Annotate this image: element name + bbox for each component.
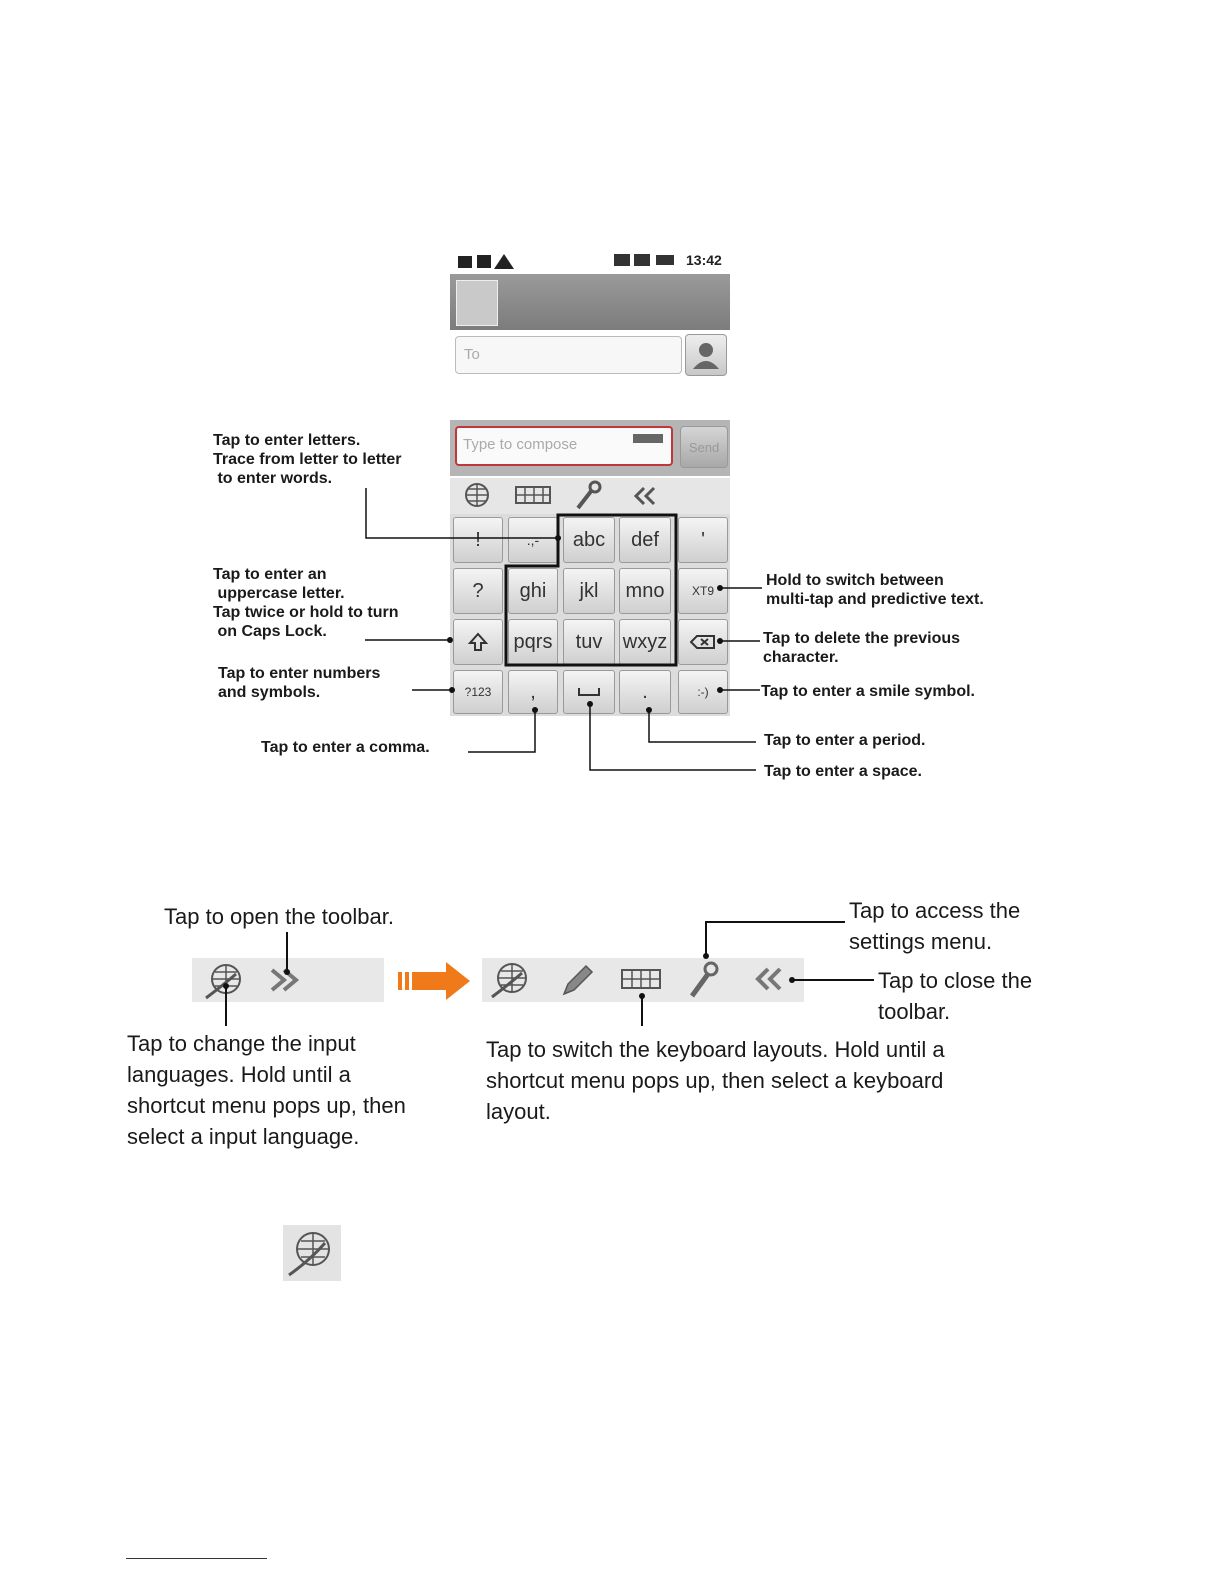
callout-delete: Tap to delete the previous character. bbox=[763, 630, 961, 666]
callout-settings: Tap to access the settings menu. bbox=[849, 898, 1021, 954]
key-abc[interactable]: abc bbox=[563, 517, 615, 563]
key-jkl[interactable]: jkl bbox=[563, 568, 615, 614]
key-ghi[interactable]: ghi bbox=[508, 568, 558, 614]
key-period[interactable]: . bbox=[619, 670, 671, 714]
key-apostrophe[interactable]: ' bbox=[678, 517, 728, 563]
key-smiley[interactable]: :-) bbox=[678, 670, 728, 714]
callout-close-toolbar: Tap to close the toolbar. bbox=[878, 968, 1033, 1024]
key-exclaim[interactable]: ! bbox=[453, 517, 503, 563]
footnote-rule bbox=[126, 1558, 267, 1559]
callout-comma: Tap to enter a comma. bbox=[261, 739, 430, 756]
key-question[interactable]: ? bbox=[453, 568, 503, 614]
send-label: Send bbox=[688, 439, 720, 455]
callout-open-toolbar: Tap to open the toolbar. bbox=[164, 904, 394, 929]
status-time: 13:42 bbox=[686, 252, 722, 268]
key-def[interactable]: def bbox=[619, 517, 671, 563]
key-pqrs[interactable]: pqrs bbox=[508, 619, 558, 665]
callout-languages: Tap to change the input languages. Hold until a shortcut menu pops up, then select a input language. bbox=[127, 1031, 406, 1149]
callout-uppercase: Tap to enter an uppercase letter. Tap twice or hold to turn on Caps Lock. bbox=[213, 566, 399, 640]
callout-smile: Tap to enter a smile symbol. bbox=[761, 683, 975, 700]
callout-letters: Tap to enter letters. Trace from letter to letter to enter words. bbox=[213, 432, 402, 487]
callout-layouts: Tap to switch the keyboard layouts. Hold until a shortcut menu pops up, then select a keyboard layout. bbox=[486, 1037, 945, 1124]
key-mno[interactable]: mno bbox=[619, 568, 671, 614]
to-placeholder: To bbox=[464, 346, 480, 363]
globe-icon-standalone bbox=[283, 1225, 341, 1281]
key-wxyz[interactable]: wxyz bbox=[619, 619, 671, 665]
callout-switch-mode: Hold to switch between multi-tap and predictive text. bbox=[766, 572, 984, 608]
key-punct[interactable]: .,- bbox=[508, 517, 558, 563]
key-comma[interactable]: , bbox=[508, 670, 558, 714]
key-numbers[interactable]: ?123 bbox=[453, 670, 503, 714]
input-mode-label: XT9 bbox=[691, 584, 714, 598]
compose-placeholder: Type to compose bbox=[463, 436, 578, 453]
callout-period: Tap to enter a period. bbox=[764, 732, 926, 749]
key-tuv[interactable]: tuv bbox=[563, 619, 615, 665]
globe-icon bbox=[283, 1225, 341, 1281]
callout-space: Tap to enter a space. bbox=[764, 763, 922, 780]
callout-numbers: Tap to enter numbers and symbols. bbox=[218, 665, 381, 701]
